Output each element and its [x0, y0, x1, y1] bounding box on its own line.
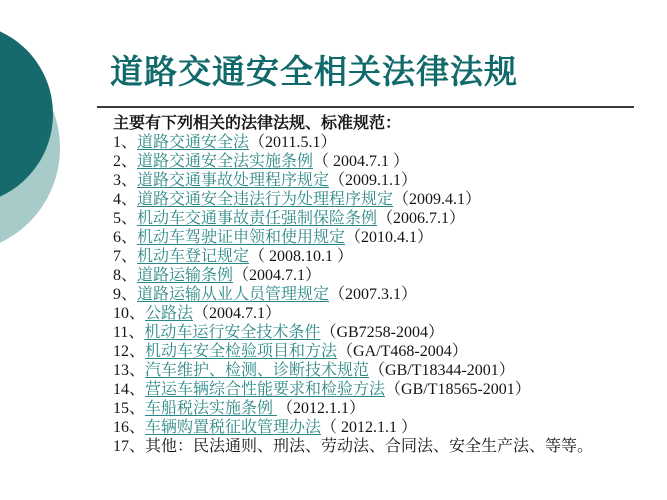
- law-link[interactable]: 车船税法实施条例: [145, 400, 278, 417]
- list-item: [113, 247, 658, 266]
- item-date: （ 2012.1.1 ）: [321, 419, 418, 436]
- list-item: [113, 190, 658, 209]
- law-link[interactable]: 机动车安全检验项目和方法: [145, 343, 338, 360]
- item-date: （2004.7.1）: [233, 267, 322, 284]
- list-item: [113, 228, 658, 247]
- list-item: [113, 133, 658, 152]
- list-item: [113, 304, 658, 323]
- item-date: （2004.7.1）: [193, 305, 282, 322]
- title-divider: [97, 106, 634, 108]
- list-intro: 主要有下列相关的法律法规、标准规范：: [113, 115, 402, 132]
- item-number: 10、: [113, 305, 146, 322]
- list-item: [113, 209, 658, 228]
- law-link[interactable]: 公路法: [145, 305, 194, 322]
- item-date: （ 2004.7.1 ）: [313, 153, 410, 170]
- item-number: 14、: [113, 381, 146, 398]
- item-date: （GB/T18344-2001）: [369, 362, 515, 379]
- law-link[interactable]: 道路运输条例: [137, 267, 234, 284]
- item-date: （2009.4.1）: [393, 191, 482, 208]
- item-date: （2011.5.1）: [249, 134, 337, 151]
- law-link[interactable]: 道路交通安全法: [137, 134, 250, 151]
- item-number: 13、: [113, 362, 146, 379]
- list-item: [113, 266, 658, 285]
- item-date: （2006.7.1）: [377, 210, 466, 227]
- item-date: （ 2008.10.1 ）: [249, 248, 354, 265]
- law-link[interactable]: 机动车运行安全技术条件: [144, 324, 321, 341]
- slide-title: 道路交通安全相关法律法规: [110, 55, 518, 91]
- list-item: [113, 380, 658, 399]
- item-number: 1、: [113, 134, 138, 151]
- item-date: （GA/T468-2004）: [337, 343, 468, 360]
- law-list: [113, 133, 658, 456]
- list-item: [113, 285, 658, 304]
- list-item: [113, 361, 658, 380]
- law-link[interactable]: 机动车驾驶证申领和使用规定: [137, 229, 346, 246]
- item-number: 12、: [113, 343, 146, 360]
- list-item: [113, 323, 658, 342]
- law-link[interactable]: 机动车交通事故责任强制保险条例: [137, 210, 378, 227]
- item-number: 11、: [113, 324, 145, 341]
- item-number: 8、: [113, 267, 138, 284]
- list-item: [113, 437, 658, 456]
- item-number: 7、: [113, 248, 138, 265]
- item-number: 16、: [113, 419, 146, 436]
- law-link[interactable]: 汽车维护、检测、诊断技术规范: [145, 362, 370, 379]
- item-date: 其他：民法通则、刑法、劳动法、合同法、安全生产法、等等。: [145, 438, 594, 455]
- law-link[interactable]: 车辆购置税征收管理办法: [145, 419, 322, 436]
- law-link[interactable]: 道路交通安全违法行为处理程序规定: [137, 191, 394, 208]
- law-link[interactable]: 机动车登记规定: [137, 248, 250, 265]
- item-number: 17、: [113, 438, 146, 455]
- item-number: 15、: [113, 400, 146, 417]
- list-item: [113, 171, 658, 190]
- law-link[interactable]: 道路运输从业人员管理规定: [137, 286, 330, 303]
- list-item: [113, 399, 658, 418]
- item-date: （GB7258-2004）: [320, 324, 444, 341]
- item-date: （2010.4.1）: [345, 229, 434, 246]
- item-number: 6、: [113, 229, 138, 246]
- item-date: （2007.3.1）: [329, 286, 418, 303]
- law-link[interactable]: 营运车辆综合性能要求和检验方法: [145, 381, 386, 398]
- law-link[interactable]: 道路交通安全法实施条例: [137, 153, 314, 170]
- item-number: 9、: [113, 286, 138, 303]
- body-block: [113, 114, 658, 456]
- item-date: （GB/T18565-2001）: [385, 381, 531, 398]
- list-item: [113, 418, 658, 437]
- item-number: 2、: [113, 153, 138, 170]
- item-number: 3、: [113, 172, 138, 189]
- item-number: 4、: [113, 191, 138, 208]
- law-link[interactable]: 道路交通事故处理程序规定: [137, 172, 330, 189]
- item-date: （2009.1.1）: [329, 172, 418, 189]
- item-date: （2012.1.1）: [277, 400, 366, 417]
- item-number: 5、: [113, 210, 138, 227]
- list-item: [113, 342, 658, 361]
- list-item: [113, 152, 658, 171]
